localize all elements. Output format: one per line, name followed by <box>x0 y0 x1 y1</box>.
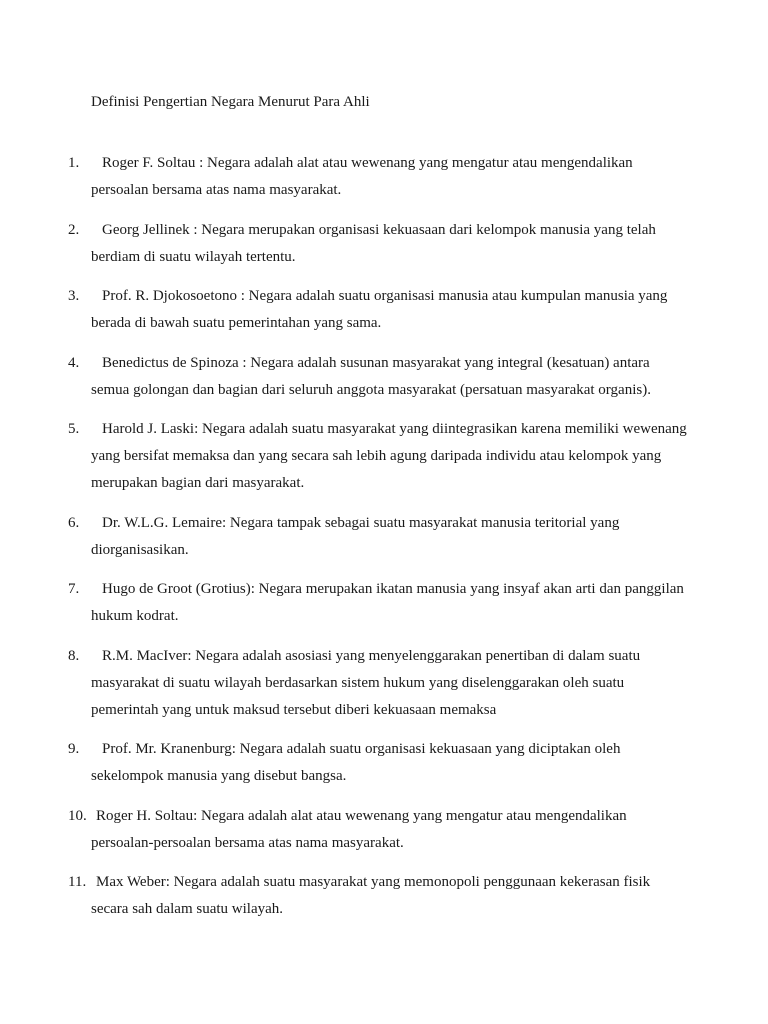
item-text: Georg Jellinek : Negara merupakan organisasi kekuasaan dari kelompok manusia yang telah berdiam di suatu wilayah tertentu. <box>91 221 656 265</box>
item-number: 6. <box>68 514 80 531</box>
definition-list <box>0 150 768 936</box>
list-item <box>0 217 768 271</box>
item-number: 4. <box>68 354 80 371</box>
item-text: Roger F. Soltau : Negara adalah alat atau wewenang yang mengatur atau mengendalikan persoalan bersama atas nama masyarakat. <box>91 155 633 198</box>
list-item <box>0 643 768 724</box>
item-number: 1. <box>68 155 80 171</box>
document-title: Definisi Pengertian Negara Menurut Para Ahli <box>91 94 370 110</box>
list-item <box>0 350 768 404</box>
item-text: Roger H. Soltau: Negara adalah alat atau wewenang yang mengatur atau mengendalikan persoalan-persoalan bersama atas nama masyarakat. <box>91 807 627 851</box>
list-item <box>0 510 768 564</box>
item-text: R.M. MacIver: Negara adalah asosiasi yang menyelenggarakan penertiban di dalam suatu masyarakat di suatu wilayah berdasarkan sistem hukum yang diselenggarakan oleh suatu pemerintah yang untuk maksud tersebut diberi kekuasaan memaksa <box>91 647 641 718</box>
list-item <box>0 416 768 497</box>
list-item <box>0 803 768 857</box>
item-number: 9. <box>68 741 80 757</box>
list-item <box>0 736 768 790</box>
item-number: 7. <box>68 581 80 597</box>
list-item <box>0 150 768 204</box>
item-number: 11. <box>68 874 87 890</box>
item-text: Prof. R. Djokosoetono : Negara adalah suatu organisasi manusia atau kumpulan manusia yang berada di bawah suatu pemerintahan yang sama. <box>91 288 668 331</box>
item-number: 8. <box>68 647 80 664</box>
item-number: 5. <box>68 421 80 437</box>
item-text: Harold J. Laski: Negara adalah suatu masyarakat yang diintegrasikan karena memiliki wewenang yang bersifat memaksa dan yang secara sah lebih agung daripada individu atau kelompok yang merupakan bagian dari masyarakat. <box>91 421 687 491</box>
item-number: 10. <box>68 807 87 824</box>
list-item <box>0 869 768 923</box>
item-number: 2. <box>68 221 80 238</box>
list-item <box>0 283 768 337</box>
item-number: 3. <box>68 288 80 304</box>
item-text: Prof. Mr. Kranenburg: Negara adalah suatu organisasi kekuasaan yang diciptakan oleh sekelompok manusia yang disebut bangsa. <box>91 741 621 784</box>
item-text: Benedictus de Spinoza : Negara adalah susunan masyarakat yang integral (kesatuan) antara semua golongan dan bagian dari seluruh anggota masyarakat (persatuan masyarakat organis). <box>91 354 651 398</box>
item-text: Hugo de Groot (Grotius): Negara merupakan ikatan manusia yang insyaf akan arti dan panggilan hukum kodrat. <box>91 581 684 624</box>
item-text: Dr. W.L.G. Lemaire: Negara tampak sebagai suatu masyarakat manusia teritorial yang diorganisasikan. <box>91 514 620 558</box>
list-item <box>0 576 768 630</box>
item-text: Max Weber: Negara adalah suatu masyarakat yang memonopoli penggunaan kekerasan fisik secara sah dalam suatu wilayah. <box>91 874 651 917</box>
